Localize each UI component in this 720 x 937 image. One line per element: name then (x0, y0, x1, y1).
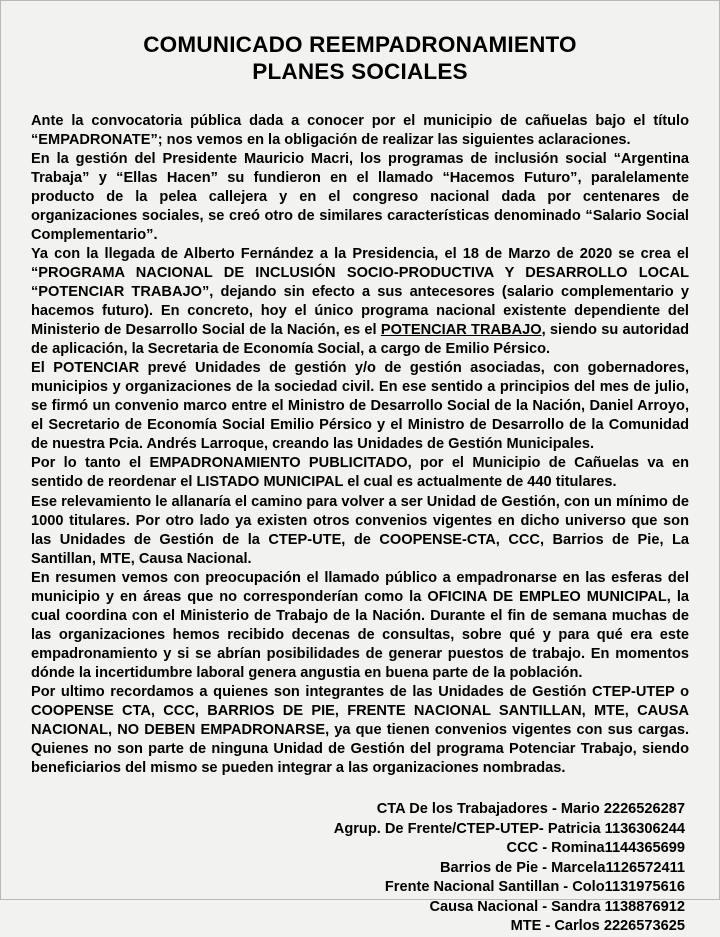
signature-line: Frente Nacional Santillan - Colo1131975616 (384, 879, 685, 896)
paragraph-3-tail: , siendo su autoridad de aplicación, la Secretaria de Economía Social, a cargo de Emilio Pérsico. (31, 322, 689, 358)
paragraph-4: El POTENCIAR prevé Unidades de gestión y/o de gestión asociadas, con gobernadores, municipios y organizaciones de la sociedad civil. En ese sentido a principios del mes de julio, se firmó un convenio marco entre el Ministro de Desarrollo Social de la Nación, Daniel Arroyo, el Secretario de Economía Social Emilio Pérsico y el Ministro de Desarrollo de la Comunidad de nuestra Pcia. Andrés Larroque, creando las Unidades de Gestión Municipales. (31, 360, 689, 453)
signature-line: CTA De los Trabajadores - Mario 2226526287 (376, 800, 685, 817)
paragraph-8: Por ultimo recordamos a quienes son integrantes de las Unidades de Gestión CTEP-UTEP o COOPENSE CTA, CCC, BARRIOS DE PIE, FRENTE NACIONAL SANTILLAN, MTE, CAUSA NACIONAL, NO DEBEN EMPADRONARSE, ya que tienen convenios vigentes con sus cargas. Quienes no son parte de ninguna Unidad de Gestión del programa Potenciar Trabajo, siendo beneficiarios del mismo se pueden integrar a las organizaciones nombradas. (31, 683, 689, 776)
title-line-2: PLANES SOCIALES (252, 59, 468, 85)
paragraph-5: Por lo tanto el EMPADRONAMIENTO PUBLICITADO, por el Municipio de Cañuelas va en sentido de reordenar el LISTADO MUNICIPAL el cual es actualmente de 440 titulares. (31, 455, 689, 491)
paragraph-3 (31, 245, 689, 359)
signature-line: Causa Nacional - Sandra 1138876912 (429, 898, 685, 915)
potenciar-trabajo-underlined: POTENCIAR TRABAJO (380, 322, 542, 339)
signature-line: CCC - Romina1144365699 (506, 840, 685, 857)
title-line-1: COMUNICADO REEMPADRONAMIENTO (143, 32, 577, 57)
paragraph-7: En resumen vemos con preocupación el llamado público a empadronarse en las esferas del municipio y en áreas que no corresponderían como la OFICINA DE EMPLEO MUNICIPAL, la cual coordina con el Ministerio de Trabajo de la Nación. Durante el fin de semana muchas de las organizaciones hemos recibido decenas de consultas, sobre qué y para qué era este empadronamiento y si se abrían posibilidades de generar puestos de trabajo. En momentos dónde la incertidumbre laboral genera angustia en buena parte de la población. (31, 569, 689, 681)
signature-line: MTE - Carlos 2226573625 (510, 918, 685, 935)
paragraph-6: Ese relevamiento le allanaría el camino para volver a ser Unidad de Gestión, con un mínimo de 1000 titulares. Por otro lado ya existen otros convenios vigentes en dicho universo que son las Unidades de Gestión de la CTEP-UTE, de COOPENSE-CTA, CCC, Barrios de Pie, La Santillan, MTE, Causa Nacional. (31, 493, 689, 567)
document-body (27, 112, 693, 778)
paragraph-3-text: Ya con la llegada de Alberto Fernández a la Presidencia, el 18 de Marzo de 2020 se crea el “PROGRAMA NACIONAL DE INCLUSIÓN SOCIO-PRODUCTIVA Y DESARROLLO LOCAL “POTENCIAR TRABAJO”, dejando sin efecto a sus antecesores (salario complementario y hacemos futuro). En concreto, hoy el único programa nacional existente dependiente del Ministerio de Desarrollo Social de la Nación, es el (31, 246, 689, 339)
paragraph-2: En la gestión del Presidente Mauricio Macri, los programas de inclusión social “Argentina Trabaja” y “Ellas Hacen” su fundieron en el llamado “Hacemos Futuro”, paralelamente producto de la pelea callejera y en el congreso nacional dada por centenares de organizaciones sociales, se creó otro de similares características denominado “Salario Social Complementario”. (31, 150, 689, 244)
signature-line: Agrup. De Frente/CTEP-UTEP- Patricia 1136306244 (333, 820, 685, 837)
page-title (27, 31, 693, 86)
paragraph-1: Ante la convocatoria pública dada a conocer por el municipio de cañuelas bajo el título “EMPADRONATE”; nos vemos en la obligación de realizar las siguientes aclaraciones. (31, 112, 689, 148)
signature-block (27, 800, 693, 937)
signature-line: Barrios de Pie - Marcela1126572411 (439, 859, 685, 876)
